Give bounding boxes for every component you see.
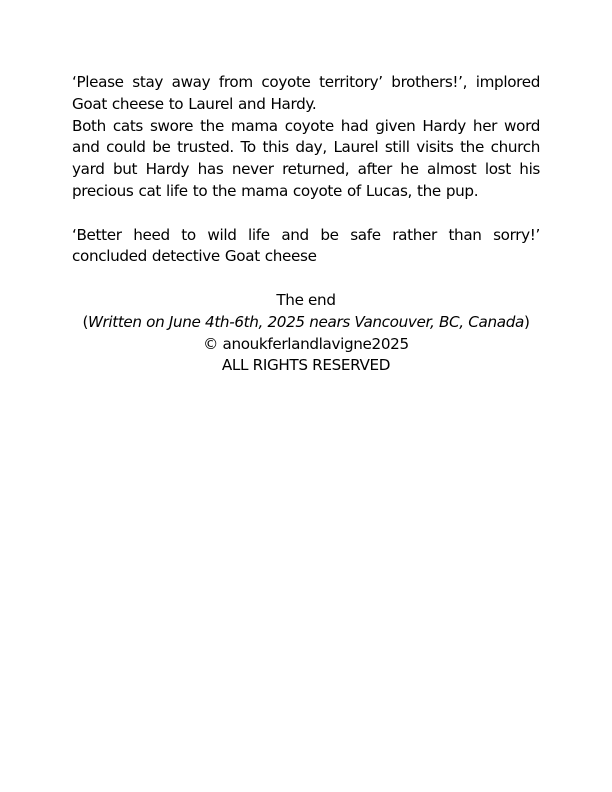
the-end-title: The end <box>276 290 336 309</box>
written-date-place: Written on June 4th-6th, 2025 nears Vancouver, BC, Canada <box>88 312 524 331</box>
paragraph-moral: ‘Better heed to wild life and be safe rather than sorry!’ concluded detective Goat cheese <box>72 225 540 266</box>
paragraph-plea: ‘Please stay away from coyote territory’ brothers!’, implored Goat cheese to Laurel and Hardy. <box>72 73 540 113</box>
copyright-line: © anoukferlandlavigne2025 <box>203 334 409 353</box>
written-close-paren: ) <box>523 312 530 331</box>
document-page <box>72 72 540 377</box>
written-open-paren: ( <box>82 312 89 331</box>
paragraph-spacer <box>72 203 540 225</box>
written-note <box>72 312 540 334</box>
paragraph-story: Both cats swore the mama coyote had given Hardy her word and could be trusted. To this day, Laurel still visits the church yard but Hardy has never returned, after he almost lost his precious cat life to the mama coyote of Lucas, the pup. <box>72 116 540 200</box>
section-spacer <box>72 268 540 290</box>
rights-line: ALL RIGHTS RESERVED <box>221 356 391 375</box>
